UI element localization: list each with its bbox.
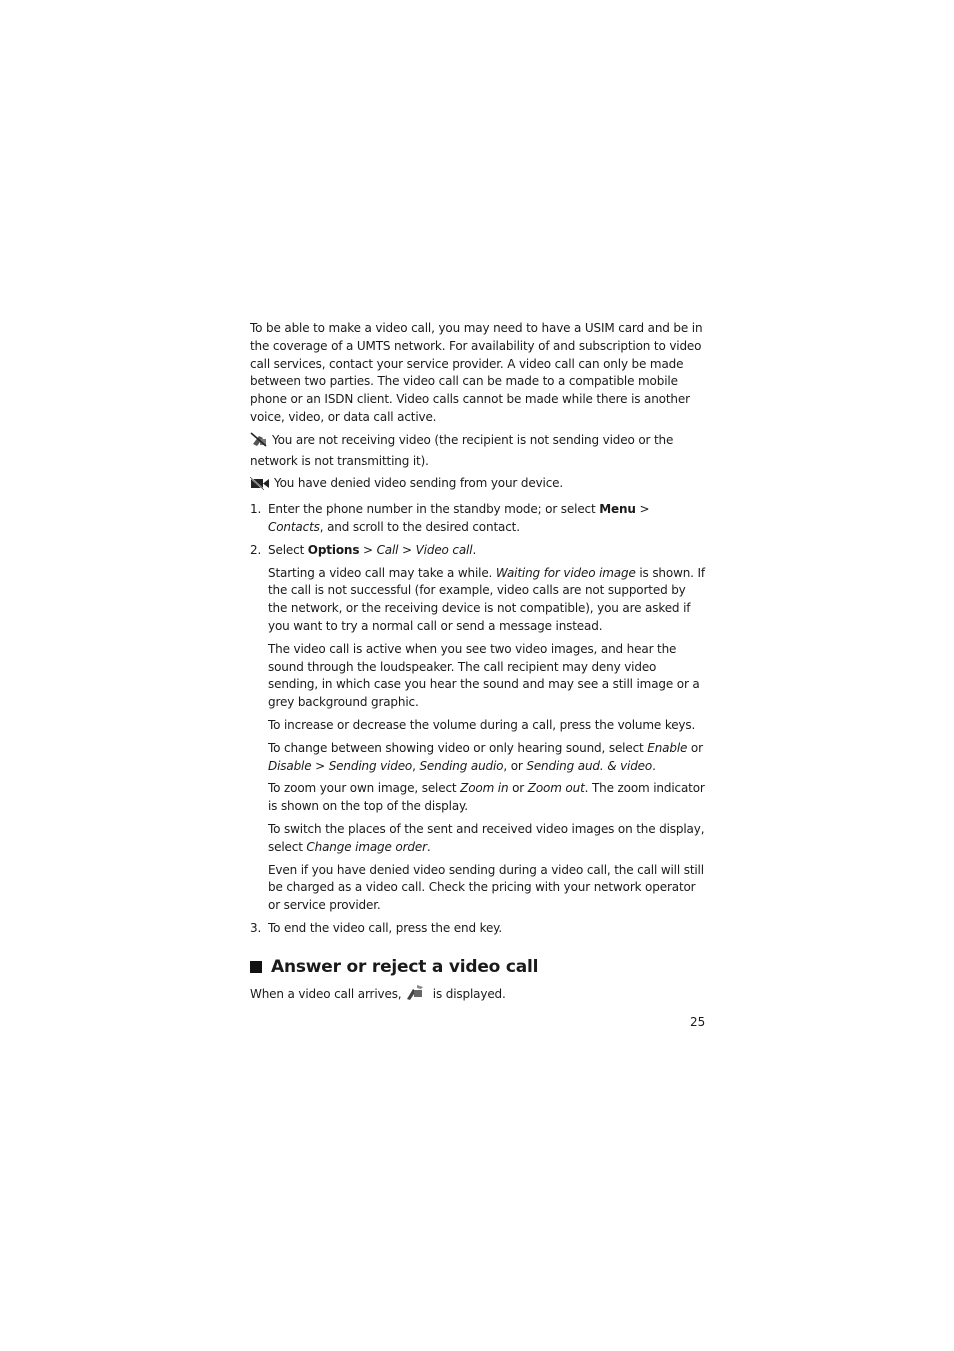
square-bullet-icon: [250, 961, 262, 973]
section-heading: [250, 956, 708, 978]
section-title: Answer or reject a video call: [271, 956, 539, 977]
step-paragraph: To change between showing video or only hearing sound, select Enable or Disable > Sending video, Sending audio, or Sending aud. & video.: [268, 740, 703, 773]
menu-label: Menu: [599, 502, 636, 517]
steps-list: [250, 501, 708, 938]
step-paragraph: To increase or decrease the volume during a call, press the volume keys.: [268, 717, 696, 732]
call-label: Call: [376, 542, 399, 557]
page-number: 25: [690, 1015, 706, 1029]
video-not-received-icon: [250, 432, 268, 453]
list-item: [250, 501, 708, 537]
step-text: To end the video call, press the end key.: [268, 920, 503, 935]
note-denied-sending: [250, 475, 708, 496]
step-number: 2.: [250, 542, 262, 557]
contacts-label: Contacts: [268, 519, 320, 534]
list-item: [250, 920, 708, 938]
note-not-receiving-text: You are not receiving video (the recipient is not sending video or the network is not transmitting it).: [250, 432, 674, 468]
step-paragraph: Even if you have denied video sending during a video call, the call will still be charged as a video call. Check the pricing with your network operator or service provider.: [268, 862, 704, 913]
options-label: Options: [307, 542, 360, 557]
video-sending-denied-icon: [250, 477, 270, 496]
video-call-label: Video call: [415, 542, 473, 557]
page-content: [250, 320, 708, 1012]
step-text: Enter the phone number in the standby mode; or select Menu > Contacts, and scroll to the desired contact.: [268, 502, 650, 534]
step-number: 3.: [250, 920, 262, 935]
note-denied-text: You have denied video sending from your device.: [274, 476, 564, 491]
step-paragraph: To zoom your own image, select Zoom in or Zoom out. The zoom indicator is shown on the top of the display.: [268, 781, 705, 814]
step-paragraph: To switch the places of the sent and received video images on the display, select Change image order.: [268, 821, 705, 854]
incoming-video-call-icon: [405, 984, 425, 1007]
step-paragraph: Starting a video call may take a while. Waiting for video image is shown. If the call is not successful (for example, video calls are not supported by the network, or the receiving device is not compatible), you are asked if you want to try a normal call or send a message instead.: [268, 565, 705, 633]
step-number: 1.: [250, 502, 262, 517]
note-not-receiving: [250, 432, 708, 471]
intro-paragraph: To be able to make a video call, you may need to have a USIM card and be in the coverage of a UMTS network. For availability of and subscription to video call services, contact your service provider. A video call can only be made between two parties. The video call can be made to a compatible mobile phone or an ISDN client. Video calls cannot be made while there is another voice, video, or data call active.: [250, 321, 703, 424]
step-text: Select Options > Call > Video call.: [268, 542, 477, 557]
list-item: [250, 542, 708, 915]
step-paragraph: The video call is active when you see two video images, and hear the sound through the loudspeaker. The call recipient may deny video sending, in which case you hear the sound and may see a still image or a grey background graphic.: [268, 641, 700, 710]
section-paragraph: When a video call arrives, is displayed.: [250, 984, 708, 1007]
